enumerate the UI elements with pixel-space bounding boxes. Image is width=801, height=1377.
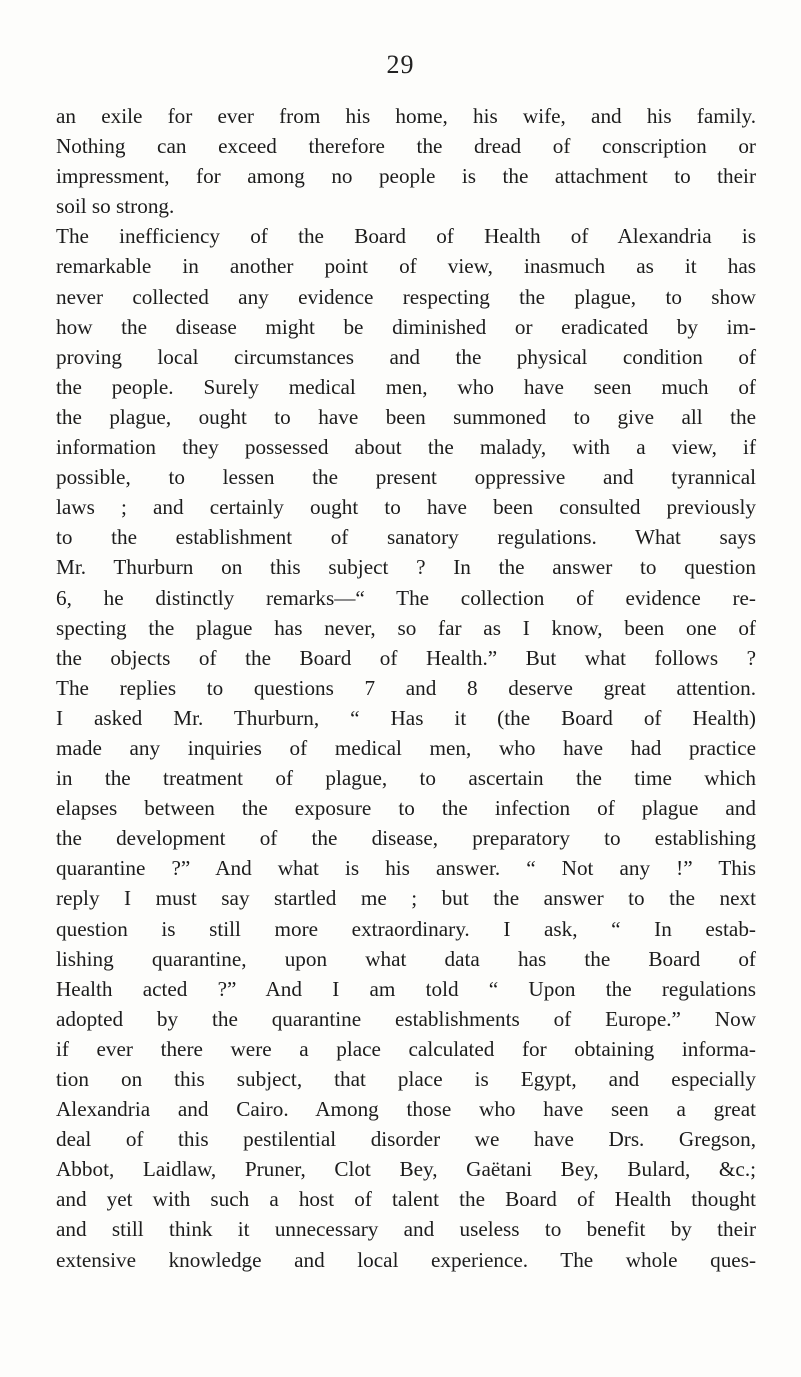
text-line: question is still more extraordinary. I ask, “ In estab- [56,916,756,941]
text-line: the plague, ought to have been summoned to give all the [56,404,756,429]
paragraph [56,101,756,221]
text-line: 6, he distinctly remarks—“ The collection of evidence re- [56,585,756,610]
text-line: to the establishment of sanatory regulations. What says [56,525,756,550]
text-line: Nothing can exceed therefore the dread of conscription or [56,134,756,159]
text-line: tion on this subject, that place is Egypt, and especially [56,1067,756,1091]
text-line: the people. Surely medical men, who have seen much of [56,374,756,399]
text-line: how the disease might be diminished or eradicated by im- [56,314,756,339]
text-line: information they possessed about the malady, with a view, if [56,435,756,460]
text-line: Abbot, Laidlaw, Pruner, Clot Bey, Gaëtani Bey, Bulard, &c.; [56,1157,756,1182]
text-line: and still think it unnecessary and useless to benefit by their [56,1217,756,1242]
text-line: in the treatment of plague, to ascertain the time which [56,766,756,791]
text-line: extensive knowledge and local experience. The whole ques- [56,1247,756,1272]
text-line: quarantine ?” And what is his answer. “ Not any !” This [56,856,756,881]
text-line: Alexandria and Cairo. Among those who have seen a great [56,1097,756,1122]
text-line: specting the plague has never, so far as I know, been one of [56,615,756,640]
text-line: The replies to questions 7 and 8 deserve great attention. [56,675,756,700]
text-line: if ever there were a place calculated for obtaining informa- [56,1036,756,1061]
text-line: The inefficiency of the Board of Health of Alexandria is [56,224,756,249]
text-line: proving local circumstances and the physical condition of [56,344,756,369]
text-line: possible, to lessen the present oppressive and tyrannical [56,465,756,490]
text-line: impressment, for among no people is the attachment to their [56,164,756,189]
text-line: I asked Mr. Thurburn, “ Has it (the Board of Health) [56,705,756,730]
text-line: Health acted ?” And I am told “ Upon the regulations [56,976,756,1001]
paragraph [56,221,756,1274]
text-line: remarkable in another point of view, inasmuch as it has [56,254,756,279]
text-line: laws ; and certainly ought to have been consulted previously [56,495,756,520]
text-line: made any inquiries of medical men, who have had practice [56,735,756,760]
text-line: an exile for ever from his home, his wife, and his family. [56,104,756,128]
text-line: deal of this pestilential disorder we have Drs. Gregson, [56,1127,756,1152]
text-line: reply I must say startled me ; but the answer to the next [56,886,756,911]
text-line: never collected any evidence respecting the plague, to show [56,284,756,309]
text-line: lishing quarantine, upon what data has the Board of [56,946,756,971]
text-line: Mr. Thurburn on this subject ? In the answer to question [56,555,756,580]
text-line: the objects of the Board of Health.” But what follows ? [56,645,756,670]
text-line: adopted by the quarantine establishments of Europe.” Now [56,1006,756,1031]
body-text [56,101,756,1275]
text-line: the development of the disease, preparatory to establishing [56,826,756,851]
text-line: soil so strong. [56,194,175,219]
text-line: and yet with such a host of talent the Board of Health thought [56,1187,756,1212]
page-number: 29 [386,50,415,79]
text-line: elapses between the exposure to the infection of plague and [56,796,756,821]
